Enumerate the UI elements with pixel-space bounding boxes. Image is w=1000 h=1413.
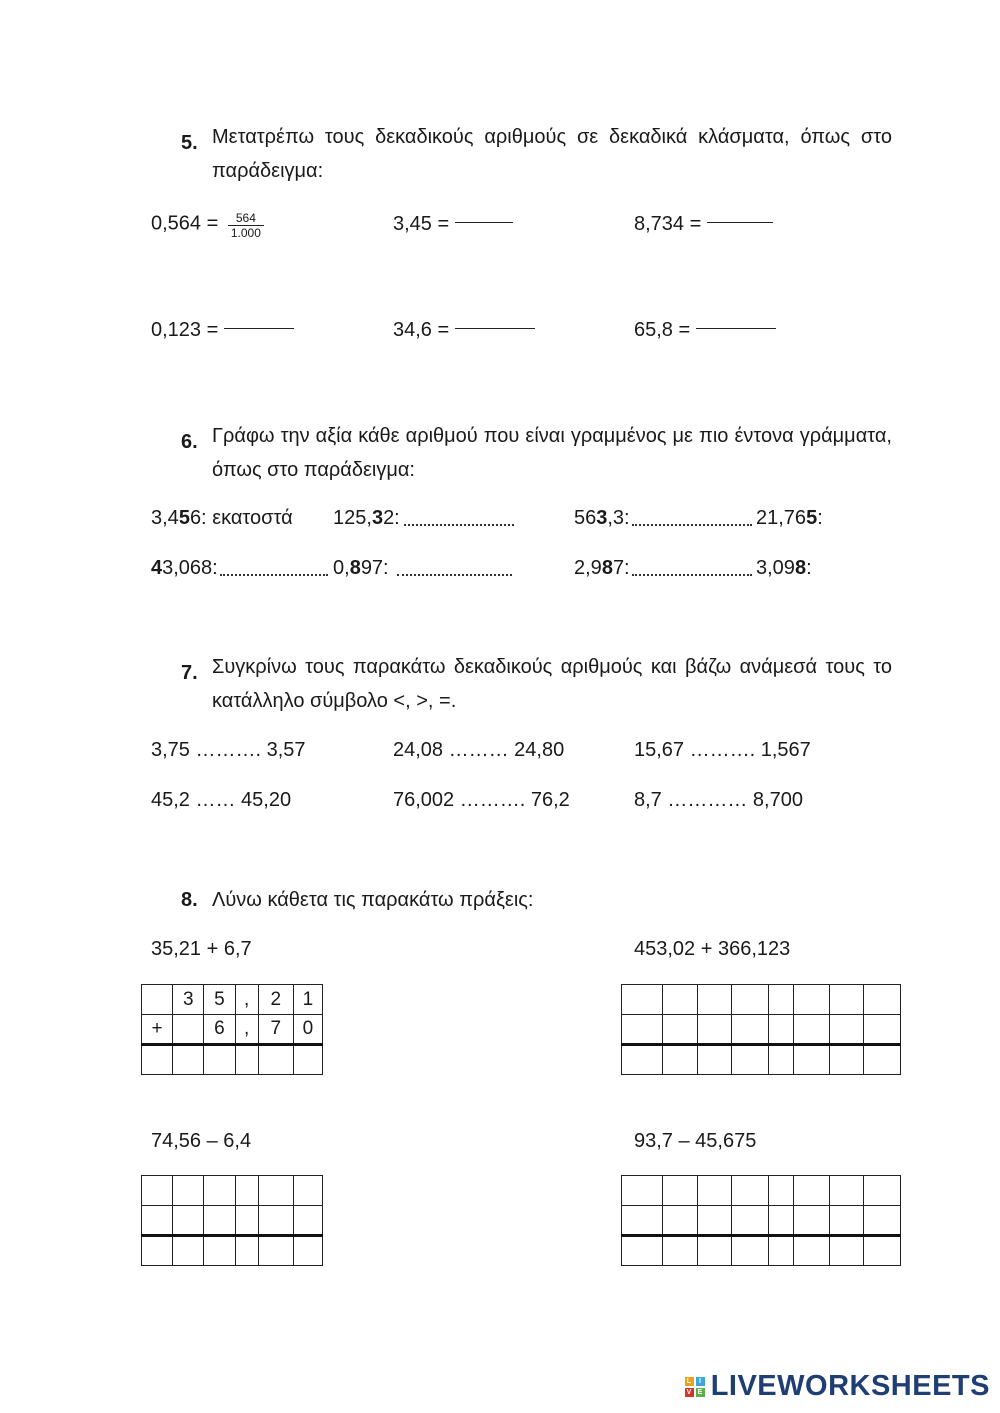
digit-post: 3,068: [162,557,218,579]
fraction-numerator: 564 [235,211,256,225]
vertical-operation-grid [621,1175,901,1266]
grid-cell[interactable]: 5 [204,985,235,1015]
q5-item [634,212,773,236]
digit-pre: 125, [333,507,372,529]
q7-number: 7. [181,662,198,684]
q8-operation: 93,7 – 45,675 [634,1130,757,1152]
grid-cell[interactable] [829,1206,864,1236]
digit-post: : [817,507,823,529]
digit-post: ,3: [607,507,630,529]
grid-cell[interactable] [793,1045,829,1075]
grid-cell[interactable] [663,1236,698,1266]
grid-cell[interactable] [622,1015,663,1045]
logo-badge-letter: E [697,1388,703,1396]
grid-cell[interactable] [697,1206,732,1236]
grid-cell[interactable] [697,1015,732,1045]
digit-bold: 3 [596,507,608,529]
grid-cell[interactable] [829,1236,864,1266]
grid-cell[interactable] [258,1236,293,1266]
logo-badge-letter: L [685,1377,694,1386]
grid-cell[interactable] [864,1206,901,1236]
grid-cell[interactable] [142,985,173,1015]
grid-cell[interactable] [204,1176,235,1206]
grid-cell[interactable]: 0 [293,1015,322,1045]
grid-cell[interactable] [793,1206,829,1236]
grid-cell[interactable] [793,1236,829,1266]
grid-cell[interactable] [663,1176,698,1206]
q6-item [574,506,752,530]
digit-bold: 8 [794,557,807,579]
grid-cell[interactable] [697,1045,732,1075]
q5-item [634,318,776,342]
grid-cell[interactable] [768,985,793,1015]
vertical-operation-grid [141,984,323,1075]
grid-cell[interactable] [142,1236,173,1266]
grid-cell[interactable] [864,1045,901,1075]
grid-cell[interactable] [829,985,864,1015]
q6-item [333,506,514,530]
q5-item [151,318,294,342]
grid-cell[interactable] [173,1176,204,1206]
grid-cell[interactable] [793,1176,829,1206]
grid-cell[interactable] [732,1045,768,1075]
grid-cell[interactable]: 1 [293,985,322,1015]
grid-cell[interactable] [235,1045,258,1075]
digit-post: 2: [383,507,400,529]
grid-cell[interactable]: , [235,985,258,1015]
vertical-operation-grid [621,984,901,1075]
liveworksheets-logo[interactable] [685,1370,990,1403]
q7-item[interactable]: 76,002 ………. 76,2 [393,789,570,811]
q6-example-answer: εκατοστά [212,507,293,529]
grid-cell[interactable] [768,1236,793,1266]
q5-item-label: 34,6 = [393,319,450,341]
q5-example-fraction [228,212,264,240]
grid-cell[interactable] [142,1206,173,1236]
grid-cell[interactable] [732,1206,768,1236]
grid-cell[interactable] [258,1206,293,1236]
grid-cell[interactable] [293,1176,322,1206]
grid-cell[interactable] [622,1045,663,1075]
digit-bold: 4 [151,557,163,579]
q6-item [756,556,812,580]
grid-cell[interactable] [204,1045,235,1075]
logo-badge-letter: V [686,1388,692,1396]
answer-dotted-line[interactable] [632,524,752,526]
answer-dotted-line[interactable] [220,574,328,576]
digit-bold: 8 [601,557,613,579]
answer-line[interactable] [696,328,776,329]
digit-post: 6: [189,507,207,529]
q6-number: 6. [181,431,198,453]
answer-line[interactable] [224,328,294,329]
answer-line[interactable] [707,222,773,223]
grid-cell[interactable] [768,1045,793,1075]
grid-cell[interactable] [864,1015,901,1045]
q7-item[interactable]: 3,75 ………. 3,57 [151,739,306,761]
grid-cell[interactable] [173,1236,204,1266]
grid-cell[interactable] [235,1206,258,1236]
grid-cell[interactable] [235,1236,258,1266]
grid-cell[interactable] [622,1206,663,1236]
grid-cell[interactable] [864,1236,901,1266]
grid-cell[interactable] [793,1015,829,1045]
q7-text: Συγκρίνω τους παρακάτω δεκαδικούς αριθμούς και βάζω ανάμεσά τους το κατάλληλο σύμβολο <, >, =. [212,656,892,712]
grid-cell[interactable] [864,985,901,1015]
digit-pre: 3,4 [151,507,179,529]
digit-post: 7: [612,557,630,579]
digit-pre: 0, [333,557,350,579]
grid-cell[interactable] [697,1176,732,1206]
grid-cell[interactable] [293,1206,322,1236]
digit-pre: 56 [574,507,597,529]
grid-cell[interactable] [173,1015,204,1045]
q5-example-lhs: 0,564 = [151,212,219,235]
grid-cell[interactable]: , [235,1015,258,1045]
grid-cell[interactable] [173,1045,204,1075]
grid-cell[interactable] [622,1176,663,1206]
grid-cell[interactable] [829,1045,864,1075]
grid-cell[interactable] [663,985,698,1015]
grid-cell[interactable]: + [142,1015,173,1045]
grid-cell[interactable] [697,985,732,1015]
logo-badge-icon [685,1377,705,1397]
q5-item-label: 3,45 = [393,213,450,235]
grid-cell[interactable] [663,1015,698,1045]
q6-text: Γράφω την αξία κάθε αριθμού που είναι γραμμένος με πιο έντονα γράμματα, όπως στο παράδειγμα: [212,425,892,481]
grid-cell[interactable] [829,1176,864,1206]
q5-item-label: 0,123 = [151,319,219,341]
grid-cell[interactable] [829,1015,864,1045]
q7-item[interactable]: 24,08 ……… 24,80 [393,739,565,761]
q7-item[interactable]: 8,7 ………… 8,700 [634,789,803,811]
grid-cell[interactable] [173,1206,204,1236]
grid-cell[interactable] [793,985,829,1015]
q7-item[interactable]: 15,67 ………. 1,567 [634,739,811,761]
grid-cell[interactable] [204,1236,235,1266]
grid-cell[interactable] [204,1206,235,1236]
grid-cell[interactable] [864,1176,901,1206]
grid-cell[interactable] [622,1236,663,1266]
answer-dotted-line[interactable] [404,524,514,526]
grid-cell[interactable] [258,1045,293,1075]
grid-cell[interactable] [663,1045,698,1075]
grid-cell[interactable]: 7 [258,1015,293,1045]
grid-cell[interactable] [732,1176,768,1206]
grid-cell[interactable]: 2 [258,985,293,1015]
grid-cell[interactable] [768,1176,793,1206]
digit-bold: 8 [349,557,361,579]
grid-cell[interactable]: 6 [204,1015,235,1045]
grid-cell[interactable] [732,985,768,1015]
grid-cell[interactable] [768,1206,793,1236]
q8-text: Λύνω κάθετα τις παρακάτω πράξεις: [212,889,534,911]
q8-number: 8. [181,889,198,911]
q5-number: 5. [181,132,198,154]
grid-cell[interactable] [768,1015,793,1045]
q6-item [333,556,512,580]
q8-operation: 35,21 + 6,7 [151,938,252,960]
grid-cell[interactable] [293,1045,322,1075]
digit-post: 97: [360,557,389,579]
grid-cell[interactable] [142,1045,173,1075]
logo-badge-letter: I [696,1377,705,1386]
answer-line[interactable] [455,328,535,329]
q5-item [393,318,535,342]
q5-item [393,212,513,236]
q5-example [151,210,264,238]
answer-dotted-line[interactable] [632,574,752,576]
q8-operation: 453,02 + 366,123 [634,938,791,960]
answer-dotted-line[interactable] [397,574,512,576]
grid-cell[interactable] [622,985,663,1015]
digit-pre: 21,76 [756,507,807,529]
digit-bold: 5 [806,507,818,529]
grid-cell[interactable] [258,1176,293,1206]
q6-item [574,556,752,580]
q5-item-label: 8,734 = [634,213,702,235]
digit-post: : [806,557,812,579]
digit-bold: 3 [371,507,384,529]
q8-operation: 74,56 – 6,4 [151,1130,252,1152]
digit-pre: 3,09 [756,557,795,579]
grid-cell[interactable] [697,1236,732,1266]
q7-item[interactable]: 45,2 …… 45,20 [151,789,292,811]
grid-cell[interactable] [293,1236,322,1266]
grid-cell[interactable]: 3 [173,985,204,1015]
q6-item [756,506,823,530]
answer-line[interactable] [455,222,513,223]
grid-cell[interactable] [732,1236,768,1266]
vertical-operation-grid [141,1175,323,1266]
digit-bold: 5 [178,507,190,529]
grid-cell[interactable] [235,1176,258,1206]
q5-item-label: 65,8 = [634,319,691,341]
fraction-denominator: 1.000 [228,225,264,240]
digit-pre: 2,9 [574,557,602,579]
q5-text: Μετατρέπω τους δεκαδικούς αριθμούς σε δεκαδικά κλάσματα, όπως στο παράδειγμα: [212,126,892,182]
grid-cell[interactable] [663,1206,698,1236]
grid-cell[interactable] [732,1015,768,1045]
grid-cell[interactable] [142,1176,173,1206]
q6-example [151,506,293,530]
logo-text: LIVEWORKSHEETS [710,1370,990,1402]
q6-item [151,556,328,580]
